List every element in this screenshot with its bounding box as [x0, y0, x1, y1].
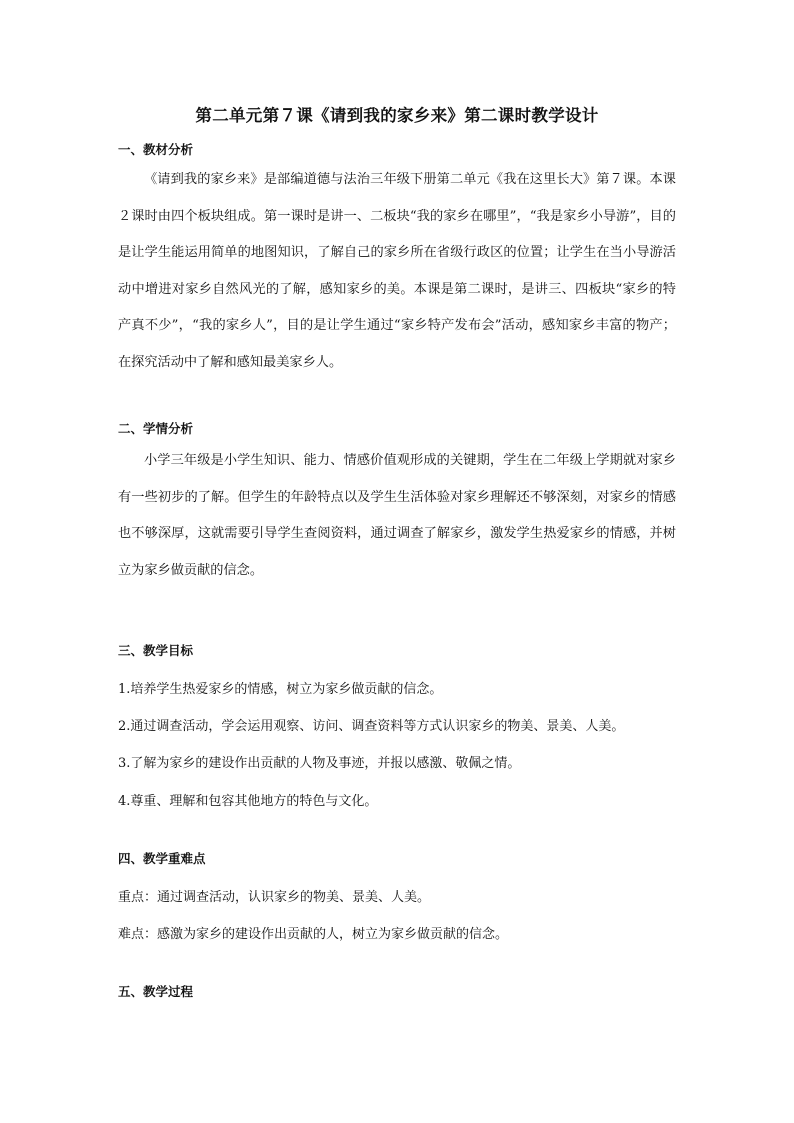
section-paragraph-student-analysis: 小学三年级是小学生知识、能力、情感价值观形成的关键期，学生在二年级上学期就对家乡有一些初步的了解。但学生的年龄特点以及学生生活体验对家乡理解还不够深刻，对家乡的情感也不够深厚，这就需要引导学生查阅资料，通过调查了解家乡，激发学生热爱家乡的情感，并树立为家乡做贡献的信念。	[118, 453, 676, 578]
section-paragraph-textbook-analysis: 《请到我的家乡来》是部编道德与法治三年级下册第二单元《我在这里长大》第７课。本课２课时由四个板块组成。第一课时是讲一、二板块“我的家乡在哪里”，“我是家乡小导游”，目的是让学生能运用简单的地图知识，了解自己的家乡所在省级行政区的位置；让学生在当小导游活动中增进对家乡自然风光的了解，感知家乡的美。本课是第二课时，是讲三、四板块“家乡的特产真不少”，“我的家乡人”，目的是让学生通过“家乡特产发布会”活动，感知家乡丰富的物产；在探究活动中了解和感知最美家乡人。	[118, 172, 676, 370]
key-point-item: 重点：通过调查活动，认识家乡的物美、景美、人美。	[118, 890, 431, 905]
section-heading-textbook-analysis: 一、教材分析	[118, 142, 194, 157]
section-heading-key-difficult-points: 四、教学重难点	[118, 851, 206, 866]
objective-item: 3.了解为家乡的建设作出贡献的人物及事迹，并报以感激、敬佩之情。	[118, 756, 521, 771]
objective-item: 2.通过调查活动，学会运用观察、访问、调查资料等方式认识家乡的物美、景美、人美。	[118, 719, 625, 734]
document-title: 第二单元第７课《请到我的家乡来》第二课时教学设计	[195, 106, 599, 125]
section-heading-teaching-process: 五、教学过程	[118, 984, 194, 999]
objective-item: 1.培养学生热爱家乡的情感，树立为家乡做贡献的信念。	[118, 682, 443, 697]
section-heading-teaching-objectives: 三、教学目标	[118, 643, 194, 658]
objective-item: 4.尊重、理解和包容其他地方的特色与文化。	[118, 794, 378, 809]
difficult-point-item: 难点：感激为家乡的建设作出贡献的人，树立为家乡做贡献的信念。	[118, 927, 509, 942]
section-heading-student-analysis: 二、学情分析	[118, 421, 194, 436]
